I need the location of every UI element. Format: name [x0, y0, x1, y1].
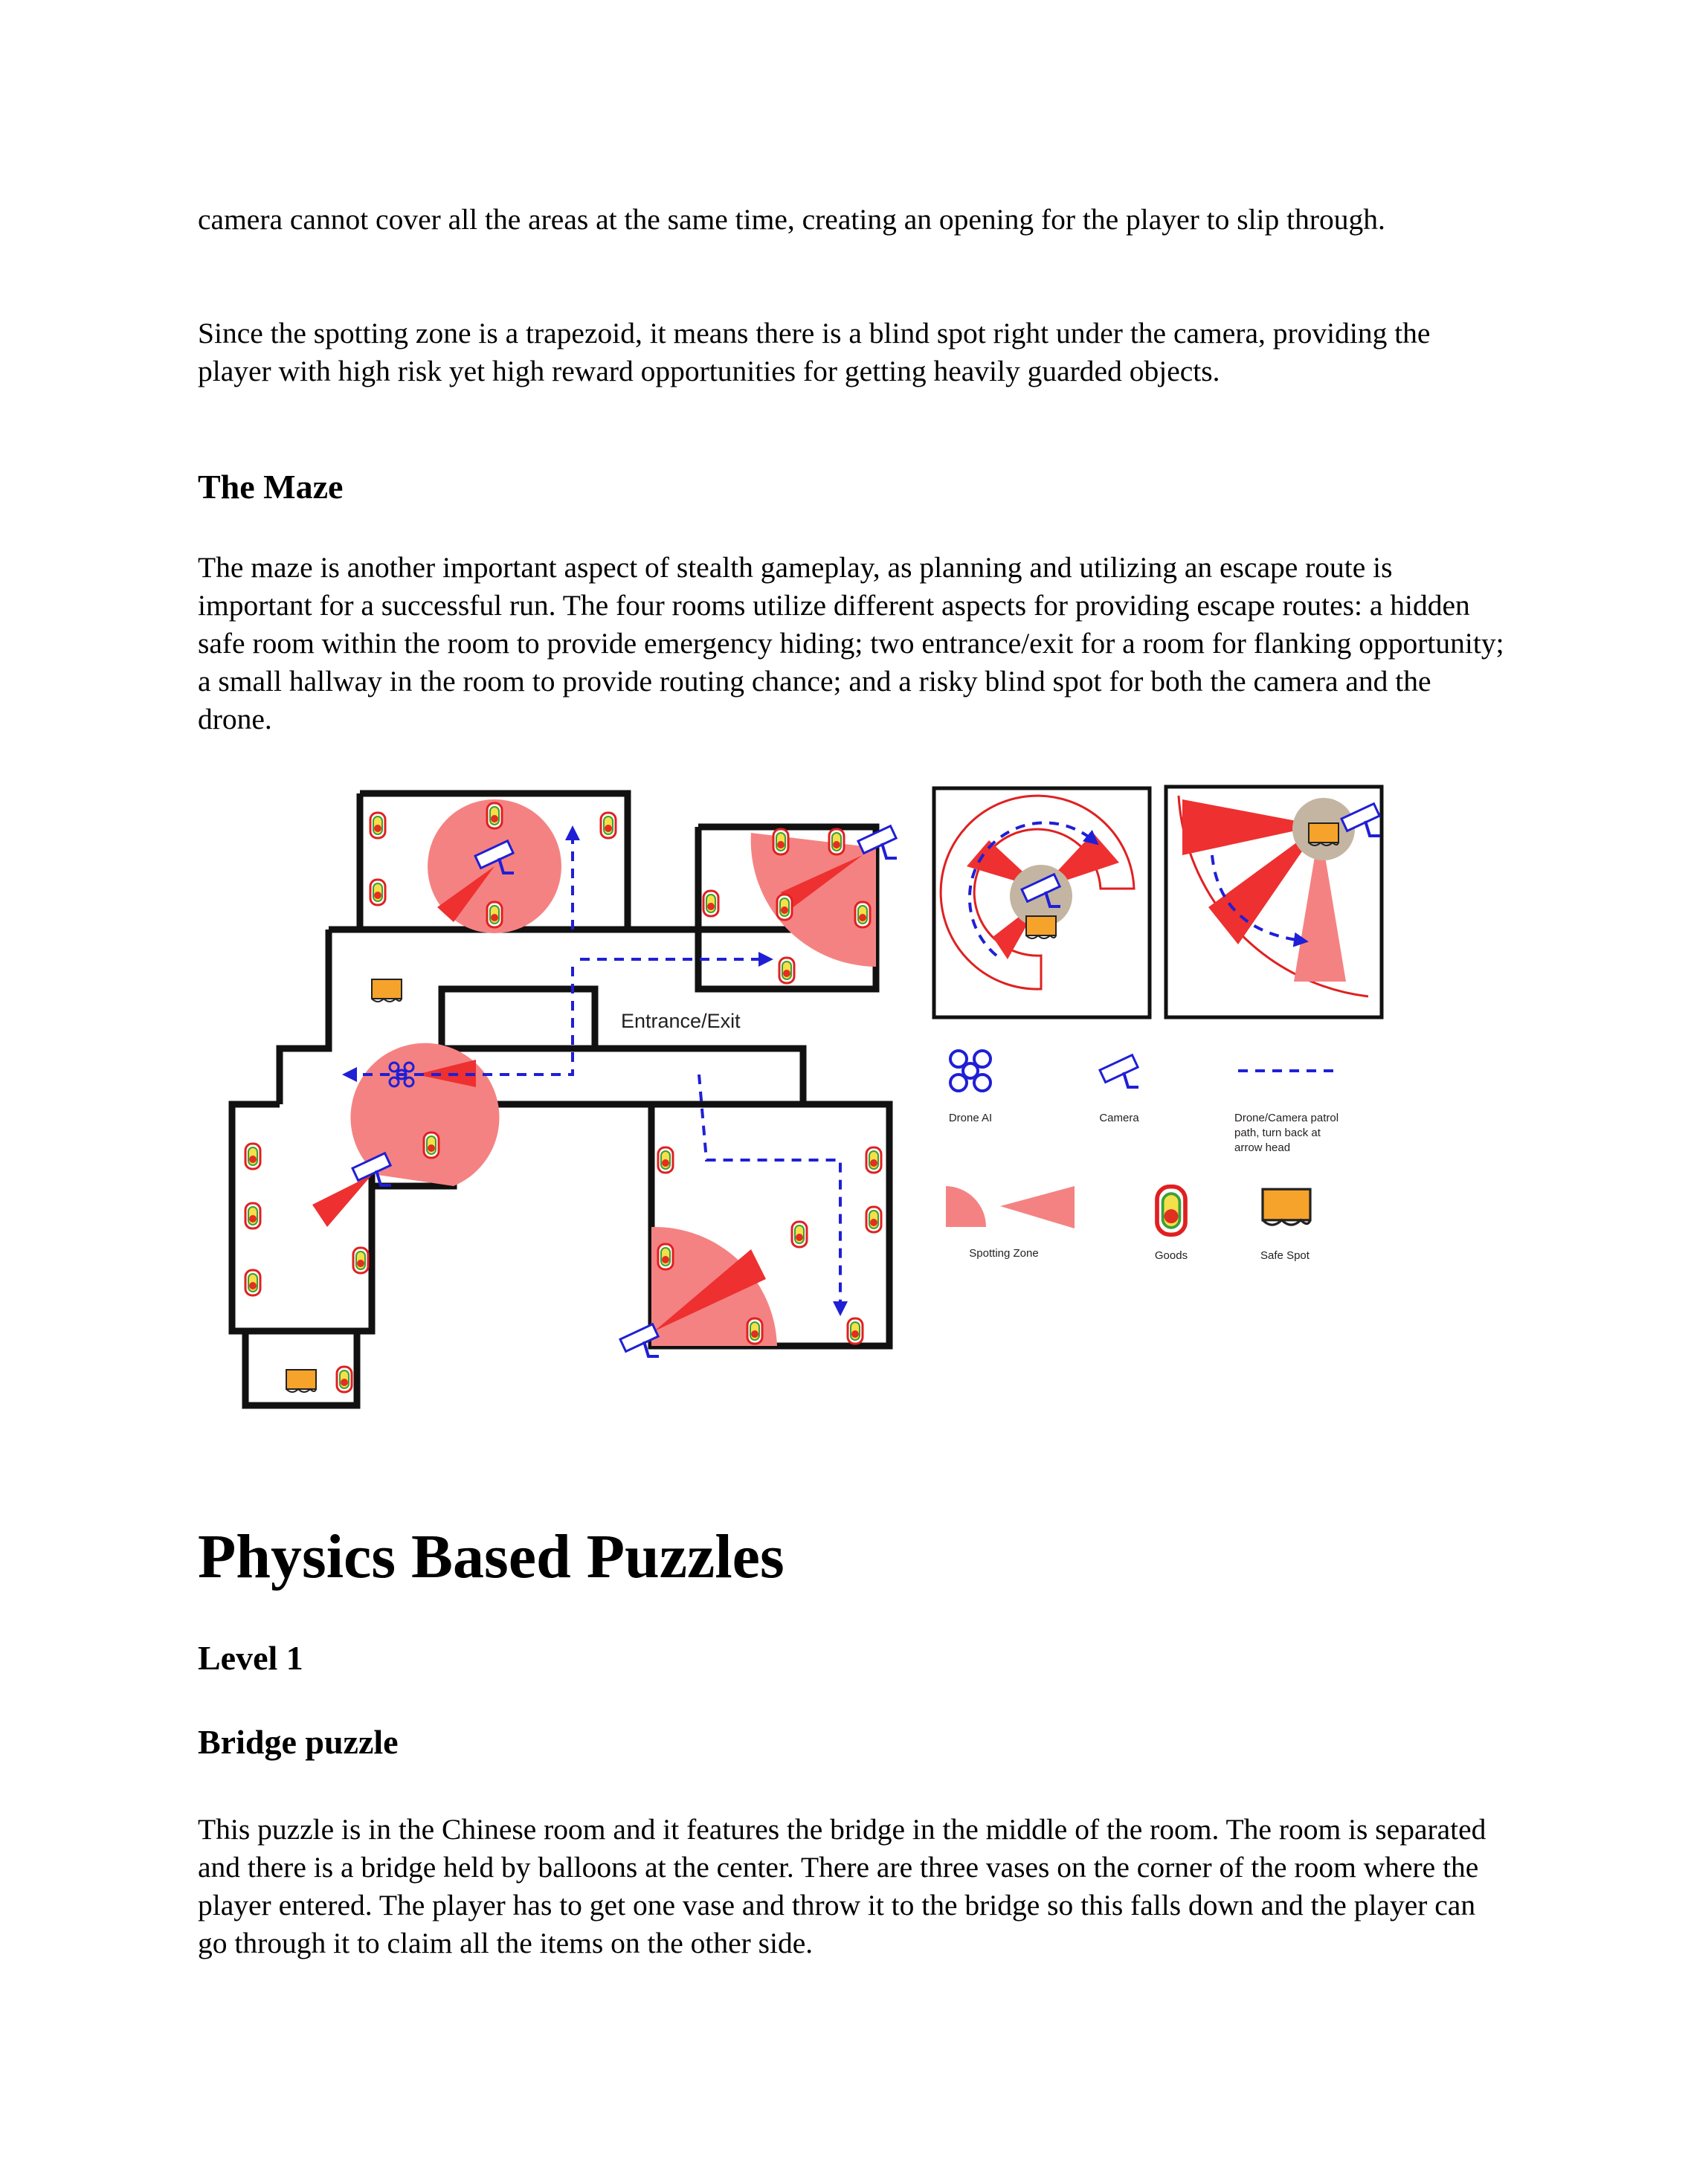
heading-physics-based-puzzles: Physics Based Puzzles — [198, 1522, 785, 1591]
paragraph-camera-coverage: camera cannot cover all the areas at the same time, creating an opening for the player to slip through. — [198, 203, 1385, 236]
legend-camera-label: Camera — [1099, 1112, 1139, 1124]
safe-spot-icon — [286, 1370, 316, 1392]
entrance-exit-label: Entrance/Exit — [621, 1010, 741, 1032]
legend-safe-spot-label: Safe Spot — [1260, 1249, 1310, 1262]
legend-patrol-label-1: Drone/Camera patrol — [1234, 1112, 1339, 1124]
paragraph-blind-spot: Since the spotting zone is a trapezoid, it means there is a blind spot right under the camera, providing the player with high risk yet high reward opportunities for getting heavily guarded objects. — [198, 317, 1431, 387]
paragraph-bridge-puzzle: This puzzle is in the Chinese room and it features the bridge in the middle of the room. The room is separated and there is a bridge held by balloons at the center. There are three vases on the corner of the room where the player entered. The player has to get one vase and throw it to the bridge so this falls down and the player can go through it to claim all the items on the other side. — [198, 1813, 1486, 1959]
paragraph-maze-description: The maze is another important aspect of stealth gameplay, as planning and utilizing an escape route is important for a successful run. The four rooms utilize different aspects for providing escape routes: a hidden safe room within the room to provide emergency hiding; two entrance/exit for a room for flanking opportunity; a small hallway in the room to provide routing chance; and a risky blind spot for both the camera and the drone. — [198, 551, 1504, 735]
legend-safe-spot-icon — [1263, 1189, 1310, 1225]
spotting-zone-room2 — [751, 833, 876, 967]
legend-zone-fan — [946, 1186, 986, 1227]
legend-patrol-label-2: path, turn back at — [1234, 1127, 1321, 1139]
legend-spotting-zone-label: Spotting Zone — [969, 1247, 1039, 1260]
legend-drone-icon — [950, 1051, 990, 1091]
heading-level-1: Level 1 — [198, 1639, 303, 1677]
legend — [946, 1051, 1339, 1262]
heading-the-maze: The Maze — [198, 468, 344, 506]
legend-goods-label: Goods — [1154, 1249, 1188, 1262]
legend-goods-icon — [1157, 1187, 1185, 1235]
safe-spot-icon — [372, 979, 402, 1002]
maze-diagram — [0, 773, 1688, 1413]
legend-drone-label: Drone AI — [948, 1112, 993, 1124]
heading-bridge-puzzle: Bridge puzzle — [198, 1723, 399, 1761]
legend-zone-trapezoid — [1000, 1186, 1075, 1228]
legend-patrol-label-3: arrow head — [1234, 1141, 1291, 1154]
legend-camera-icon — [1100, 1055, 1138, 1087]
